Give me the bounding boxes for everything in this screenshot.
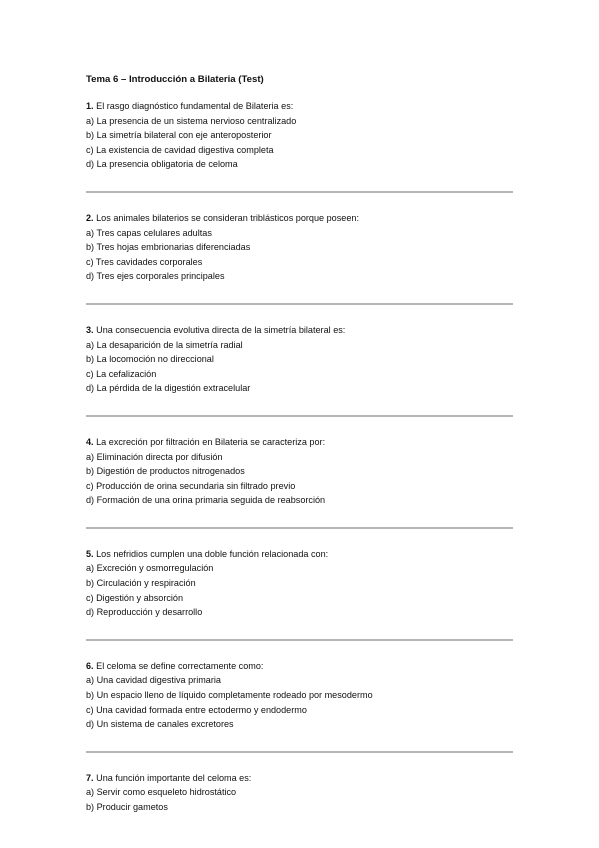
option-d: d) La pérdida de la digestión extracelular [86,383,251,394]
option-d: d) Reproducción y desarrollo [86,607,203,618]
question-number: 3. [86,324,94,335]
option-c: c) La cefalización [86,368,157,379]
option-c: c) Una cavidad formada entre ectodermo y endodermo [86,704,307,715]
divider [86,527,513,529]
question-stem [86,771,513,786]
option-b: b) Circulación y respiración [86,578,196,589]
option-a: a) Una cavidad digestiva primaria [86,675,221,686]
question-3 [86,323,513,396]
question-stem [86,435,513,450]
question-7 [86,771,513,815]
option-a: a) La desaparición de la simetría radial [86,339,243,350]
question-number: 7. [86,772,94,783]
option-b: b) Producir gametos [86,802,168,812]
divider [86,303,513,305]
document-title: Tema 6 – Introducción a Bilateria (Test) [86,74,264,85]
question-6 [86,659,513,732]
question-stem [86,659,513,674]
question-text: Una función importante del celoma es: [96,772,252,783]
option-d: d) Un sistema de canales excretores [86,719,234,730]
option-c: c) La existencia de cavidad digestiva completa [86,144,274,155]
question-number: 5. [86,548,94,559]
question-stem [86,547,513,562]
option-d: d) Formación de una orina primaria seguida de reabsorción [86,495,326,506]
option-b: b) Tres hojas embrionarias diferenciadas [86,242,251,253]
question-text: Los animales bilaterios se consideran triblásticos porque poseen: [96,212,359,223]
question-1 [86,99,513,172]
question-stem [86,323,513,338]
option-b: b) Digestión de productos nitrogenados [86,466,245,477]
option-a: a) Excreción y osmorregulación [86,563,214,574]
question-text: La excreción por filtración en Bilateria se caracteriza por: [96,436,326,447]
option-b: b) La locomoción no direccional [86,354,214,365]
question-text: Los nefridios cumplen una doble función relacionada con: [96,548,329,559]
divider [86,639,513,641]
option-c: c) Producción de orina secundaria sin filtrado previo [86,480,296,491]
option-c: c) Digestión y absorción [86,592,184,603]
option-d: d) Tres ejes corporales principales [86,271,225,282]
question-5 [86,547,513,620]
question-number: 1. [86,101,94,111]
option-a: a) Eliminación directa por difusión [86,451,223,462]
divider [86,415,513,417]
divider [86,191,513,193]
option-c: c) Tres cavidades corporales [86,256,203,267]
divider [86,751,513,753]
option-a: a) Tres capas celulares adultas [86,227,212,238]
question-number: 6. [86,660,94,671]
option-d: d) La presencia obligatoria de celoma [86,159,238,170]
option-b: b) La simetría bilateral con eje anteroposterior [86,130,272,141]
question-stem [86,99,513,114]
question-number: 4. [86,436,94,447]
question-2 [86,211,513,284]
question-4 [86,435,513,508]
question-text: El rasgo diagnóstico fundamental de Bilateria es: [96,101,294,111]
question-text: Una consecuencia evolutiva directa de la simetría bilateral es: [96,324,346,335]
option-a: a) Servir como esqueleto hidrostático [86,787,237,798]
question-stem [86,211,513,226]
question-text: El celoma se define correctamente como: [96,660,264,671]
option-a: a) La presencia de un sistema nervioso centralizado [86,115,297,126]
question-number: 2. [86,212,94,223]
option-b: b) Un espacio lleno de líquido completamente rodeado por mesodermo [86,690,373,701]
